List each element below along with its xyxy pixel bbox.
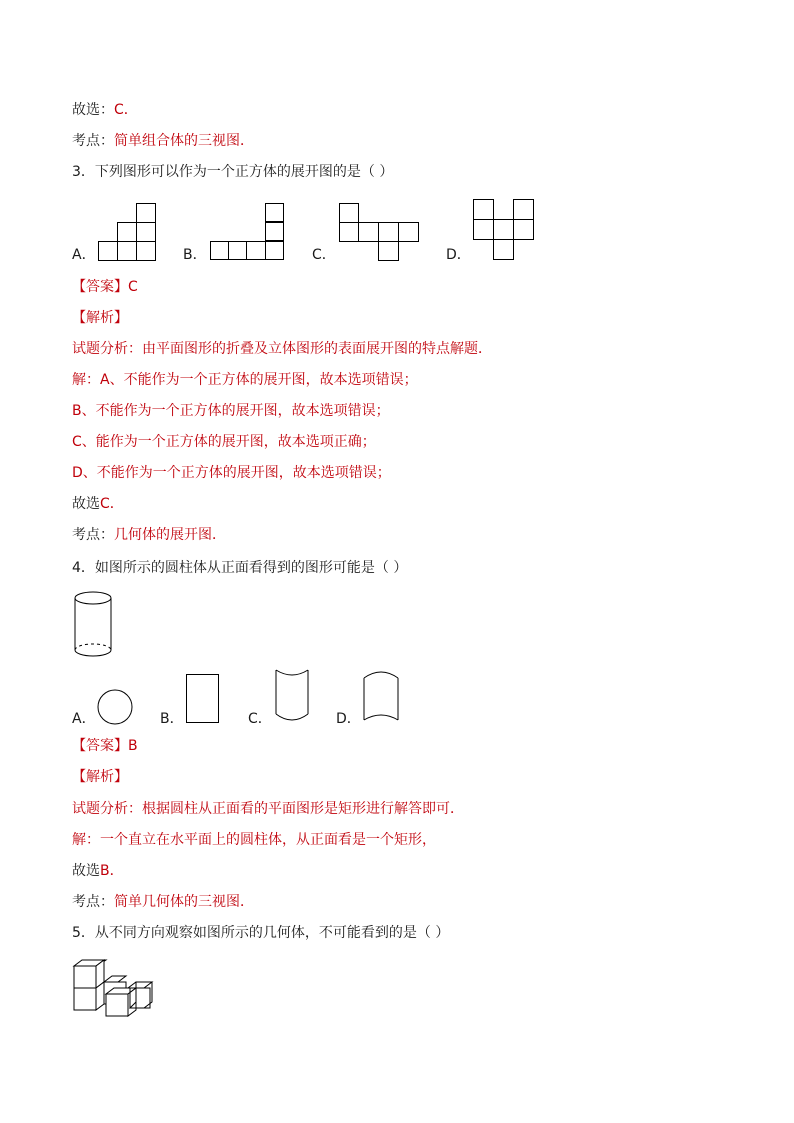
cube-net-c-icon <box>339 203 421 261</box>
answer-3: 【答案】C <box>72 279 138 295</box>
question-4: 4．如图所示的圆柱体从正面看得到的图形可能是（ ） <box>72 560 408 576</box>
cube-net-d-icon <box>473 199 535 261</box>
conclusion-line: 故选：C． <box>72 102 138 118</box>
analysis-3-line-7: 考点：几何体的展开图． <box>72 527 226 543</box>
answer-4: 【答案】B <box>72 738 138 754</box>
analysis-4-line-1: 试题分析：根据圆柱从正面看的平面图形是矩形进行解答即可． <box>72 801 464 817</box>
option-a-label: A． <box>72 247 96 263</box>
analysis-4-heading: 【解析】 <box>72 769 128 785</box>
analysis-3-line-6: 故选C． <box>72 496 124 512</box>
curved-bottom-view-icon <box>274 668 310 724</box>
knowledge-point-line: 考点：简单组合体的三视图． <box>72 133 254 149</box>
cube-net-b-icon <box>210 203 286 261</box>
option-c-label: C． <box>312 247 336 263</box>
rectangle-view-icon <box>186 674 220 724</box>
analysis-4-line-2: 解：一个直立在水平面上的圆柱体，从正面看是一个矩形， <box>72 832 436 848</box>
option-d-label: D． <box>336 711 361 727</box>
question-5: 5．从不同方向观察如图所示的几何体，不可能看到的是（ ） <box>72 925 450 941</box>
option-c-label: C． <box>248 711 272 727</box>
analysis-4-line-3: 故选B． <box>72 863 124 879</box>
analysis-3-line-3: B、不能作为一个正方体的展开图，故本选项错误； <box>72 403 390 419</box>
analysis-3-heading: 【解析】 <box>72 310 128 326</box>
option-d-label: D． <box>446 247 471 263</box>
option-b-label: B． <box>160 711 184 727</box>
analysis-3-line-5: D、不能作为一个正方体的展开图，故本选项错误； <box>72 465 391 481</box>
analysis-3-line-1: 试题分析：由平面图形的折叠及立体图形的表面展开图的特点解题． <box>72 341 492 357</box>
cube-net-a-icon <box>98 203 158 261</box>
option-a-label: A． <box>72 711 96 727</box>
analysis-4-line-4: 考点：简单几何体的三视图． <box>72 894 254 910</box>
analysis-3-line-4: C、能作为一个正方体的展开图，故本选项正确； <box>72 434 376 450</box>
curved-top-view-icon <box>362 668 400 724</box>
cylinder-icon <box>72 590 114 662</box>
analysis-3-line-2: 解：A、不能作为一个正方体的展开图，故本选项错误； <box>72 372 418 388</box>
circle-view-icon <box>96 688 134 726</box>
option-b-label: B． <box>183 247 207 263</box>
question-3: 3．下列图形可以作为一个正方体的展开图的是（ ） <box>72 164 394 180</box>
cube-stack-icon <box>72 957 154 1021</box>
